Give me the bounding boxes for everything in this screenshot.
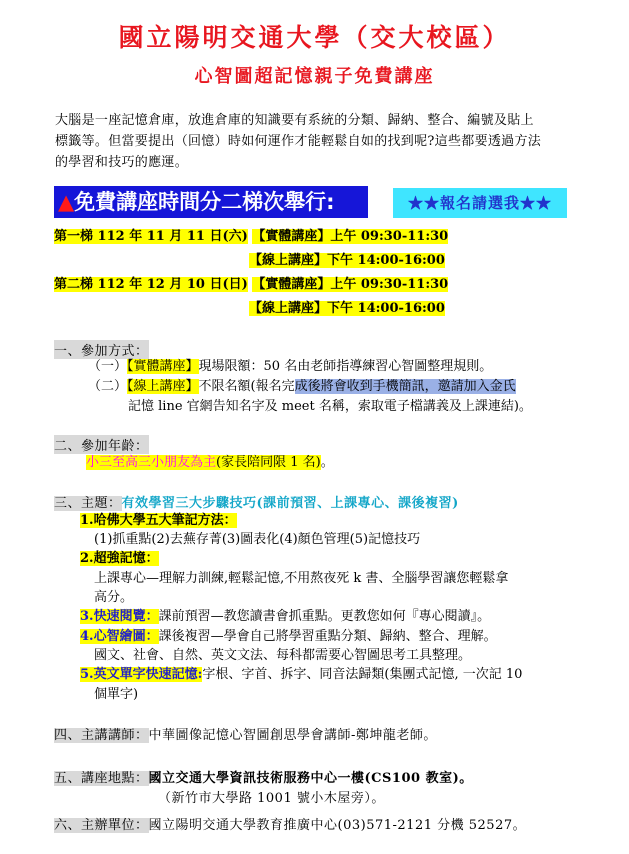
schedule-row-3 [54,274,448,296]
banner-text: 免費講座時間分二梯次舉行: [74,190,335,214]
session-time: 上午 09:30-11:30 [330,229,449,244]
age-range: 小三至高三小朋友為主 [86,455,217,470]
topic-3-row [80,607,490,627]
topic-2-text-2: 高分。 [94,590,134,605]
item-number: （一） [88,359,128,374]
topic-5-row [80,665,522,685]
topic-3-heading: 3.快速閱覽： [80,609,159,624]
topic-2-text-1: 上課專心—理解力訓練,輕鬆記憶,不用熬夜死 k 書、全腦學習讓您輕鬆拿 [94,571,509,586]
topic-3-text: 課前預習—教您讀書會抓重點。更教您如何『專心閱讀』。 [158,609,491,624]
topic-1-text: (1)抓重點(2)去蕪存菁(3)圖表化(4)顏色管理(5)記憶技巧 [94,532,421,547]
session-type-tag: 【實體講座】 [252,229,331,244]
session-type-tag: 【實體講座】 [252,277,331,292]
topic-5-heading: 5.英文單字快速記憶: [80,667,203,682]
topic-2-label [80,549,159,569]
topic-2-heading: 2.超強記憶： [80,551,159,566]
item-text: 由老師指導練習心智圖整理規則。 [297,359,493,374]
organizer-text: 國立陽明交通大學教育推廣中心(03)571-2121 分機 52527。 [148,818,527,833]
section-1-item-2 [88,377,516,397]
page-title: 國立陽明交通大學（交大校區） [118,23,511,52]
intro-paragraph [55,110,595,173]
topic-4-text: 課後複習—學會自己將學習重點分類、歸納、整合、理解。 [158,629,497,644]
intro-line-1: 大腦是一座記憶倉庫，放進倉庫的知識要有系統的分類、歸納、整合、編號及貼上 [55,113,534,128]
session-2-date: 第二梯 112 年 12 月 10 日(日) [54,277,248,292]
section-4-row [54,724,437,743]
section-6-heading: 六、主辦單位： [54,818,149,833]
age-end: 。 [320,455,334,470]
topic-1-label [80,511,237,531]
topic-4-heading: 4.心智繪圖： [80,629,159,644]
schedule-row-4 [249,298,445,320]
session-time: 上午 09:30-11:30 [330,277,449,292]
online-tag: 【線上講座】 [127,379,199,394]
venue-text: 國立交通大學資訊技術服務中心一樓(CS100 教室)。 [148,771,473,786]
topic-5-text-2: 個單字) [94,687,139,702]
schedule-row-1 [54,226,448,248]
section-1-item-1 [88,357,492,377]
intro-line-3: 的學習和技巧的應運。 [55,155,189,170]
session-1-date: 第一梯 112 年 11 月 11 日(六) [54,229,248,244]
page-subtitle: 心智圖超記憶親子免費講座 [194,66,435,87]
onsite-tag: 【實體講座】 [127,359,199,374]
venue-address: （新竹市大學路 1001 號小木屋旁）。 [158,791,385,806]
section-5-heading: 五、講座地點： [54,771,149,786]
topic-1-heading: 1.哈佛大學五大筆記方法： [80,513,237,528]
section-6-row [54,814,526,833]
schedule-banner [54,186,368,218]
section-4-heading: 四、主講講師： [54,728,149,743]
section-5-row [54,767,473,786]
section-2-heading: 二、參加年齡： [54,435,149,454]
section-1-heading: 一、參加方式： [54,340,149,359]
section-3-heading-row [54,492,459,511]
item-number: （二） [88,379,128,394]
session-time: 下午 14:00-16:00 [327,301,445,316]
topic-4-text-2: 國文、社會、自然、英文文法、每科都需要心智圖思考工具整理。 [94,648,472,663]
section-3-heading: 三、主題： [54,496,122,511]
topic-5-text: 字根、字首、拆字、同音法歸類(集團式記憶, 一次記 10 [202,667,523,682]
intro-line-2: 標籤等。但當要提出（回憶）時如何運作才能輕鬆自如的找到呢?這些都要透過方法 [55,134,542,149]
session-type-tag: 【線上講座】 [249,253,328,268]
section-2-age [86,453,334,473]
signup-link[interactable]: ★★報名請選我★★ [393,188,567,218]
item-text: 現場限額：50 名 [198,359,298,374]
warning-triangle-icon: ▲ [58,190,75,214]
schedule-row-2 [249,250,445,272]
item-text: 不限名額(報名完 [198,379,295,394]
age-note: (家長陪同限 1 名) [216,455,321,470]
session-type-tag: 【線上講座】 [249,301,328,316]
session-time: 下午 14:00-16:00 [327,253,445,268]
topic-4-row [80,627,497,647]
speaker-text: 中華圖像記憶心智圖創思學會講師-鄭坤龍老師。 [148,728,437,743]
theme-title: 有效學習三大步驟技巧(課前預習、上課專心、課後複習) [121,496,459,511]
item-text-highlight: 成後將會收到手機簡訊，邀請加入金氏 [294,379,516,394]
section-1-item-2-cont: 記憶 line 官網告知名字及 meet 名稱，索取電子檔講義及上課連結)。 [128,399,532,414]
